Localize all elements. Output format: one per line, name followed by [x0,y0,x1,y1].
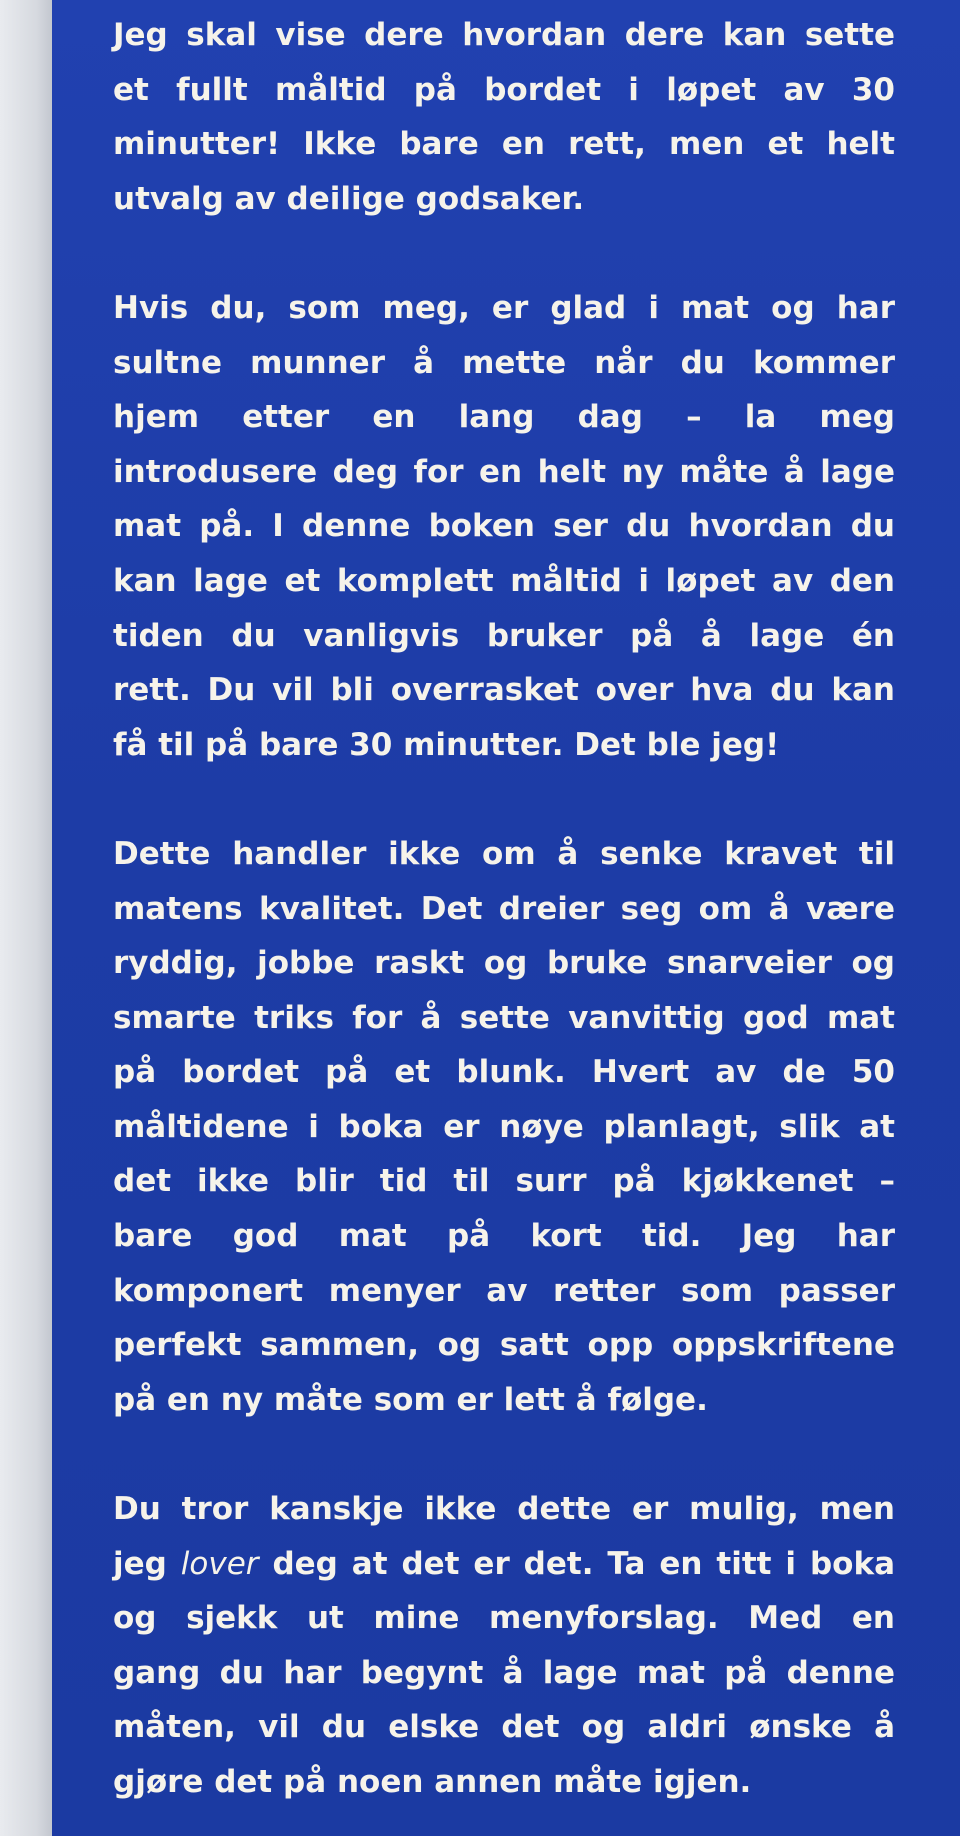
text-line: på en ny måte som er lett å følge. [113,1381,708,1418]
text-line: Du tror kanskje ikke dette er mulig, men [113,1491,895,1528]
text-fragment: jeg [113,1545,181,1582]
text-line: et fullt måltid på bordet i løpet av 30 [113,71,895,108]
emphasized-word: lover [180,1545,259,1582]
text-line: Hvis du, som meg, er glad i mat og har [113,289,895,326]
text-line: mat på. I denne boken ser du hvordan du [113,508,895,545]
text-line: tiden du vanligvis bruker på å lage én [113,617,895,654]
text-line: introdusere deg for en helt ny måte å lage [113,453,895,490]
text-line: hjem etter en lang dag – la meg [113,399,895,436]
page-edge-strip [0,0,52,1836]
text-line: gjøre det på noen annen måte igjen. [113,1764,752,1800]
text-fragment: deg at det er det. Ta en titt i boka [258,1545,896,1582]
text-line: bare god mat på kort tid. Jeg har [113,1218,895,1255]
text-line: komponert menyer av retter som passer [113,1272,895,1309]
text-line: måltidene i boka er nøye planlagt, slik at [113,1108,895,1145]
text-line: få til på bare 30 minutter. Det ble jeg! [113,726,780,763]
text-line: sultne munner å mette når du kommer [113,344,895,381]
text-line: gang du har begynt å lage mat på denne [113,1654,895,1691]
text-line: minutter! Ikke bare en rett, men et helt [113,126,895,163]
paragraph-2 [113,281,895,772]
text-line-with-emphasis [113,1537,895,1592]
cover-blurb [113,8,895,1836]
text-line: utvalg av deilige godsaker. [113,180,585,217]
text-line: på bordet på et blunk. Hvert av de 50 [113,1054,895,1091]
text-line: måten, vil du elske det og aldri ønske å [113,1709,895,1746]
text-line: Jeg skal vise dere hvordan dere kan sette [113,17,895,53]
paragraph-1 [113,8,895,226]
text-line: perfekt sammen, og satt opp oppskriftene [113,1327,895,1364]
text-line: matens kvalitet. Det dreier seg om å være [113,890,895,927]
paragraph-3 [113,827,895,1428]
text-line: og sjekk ut mine menyforslag. Med en [113,1600,895,1637]
paragraph-4 [113,1482,895,1810]
text-line: det ikke blir tid til surr på kjøkkenet – [113,1163,895,1200]
text-line: smarte triks for å sette vanvittig god mat [113,999,895,1036]
text-line: Dette handler ikke om å senke kravet til [113,835,895,872]
text-line: rett. Du vil bli overrasket over hva du kan [113,672,895,709]
text-line: ryddig, jobbe raskt og bruke snarveier og [113,945,895,982]
text-line: kan lage et komplett måltid i løpet av den [113,562,895,599]
